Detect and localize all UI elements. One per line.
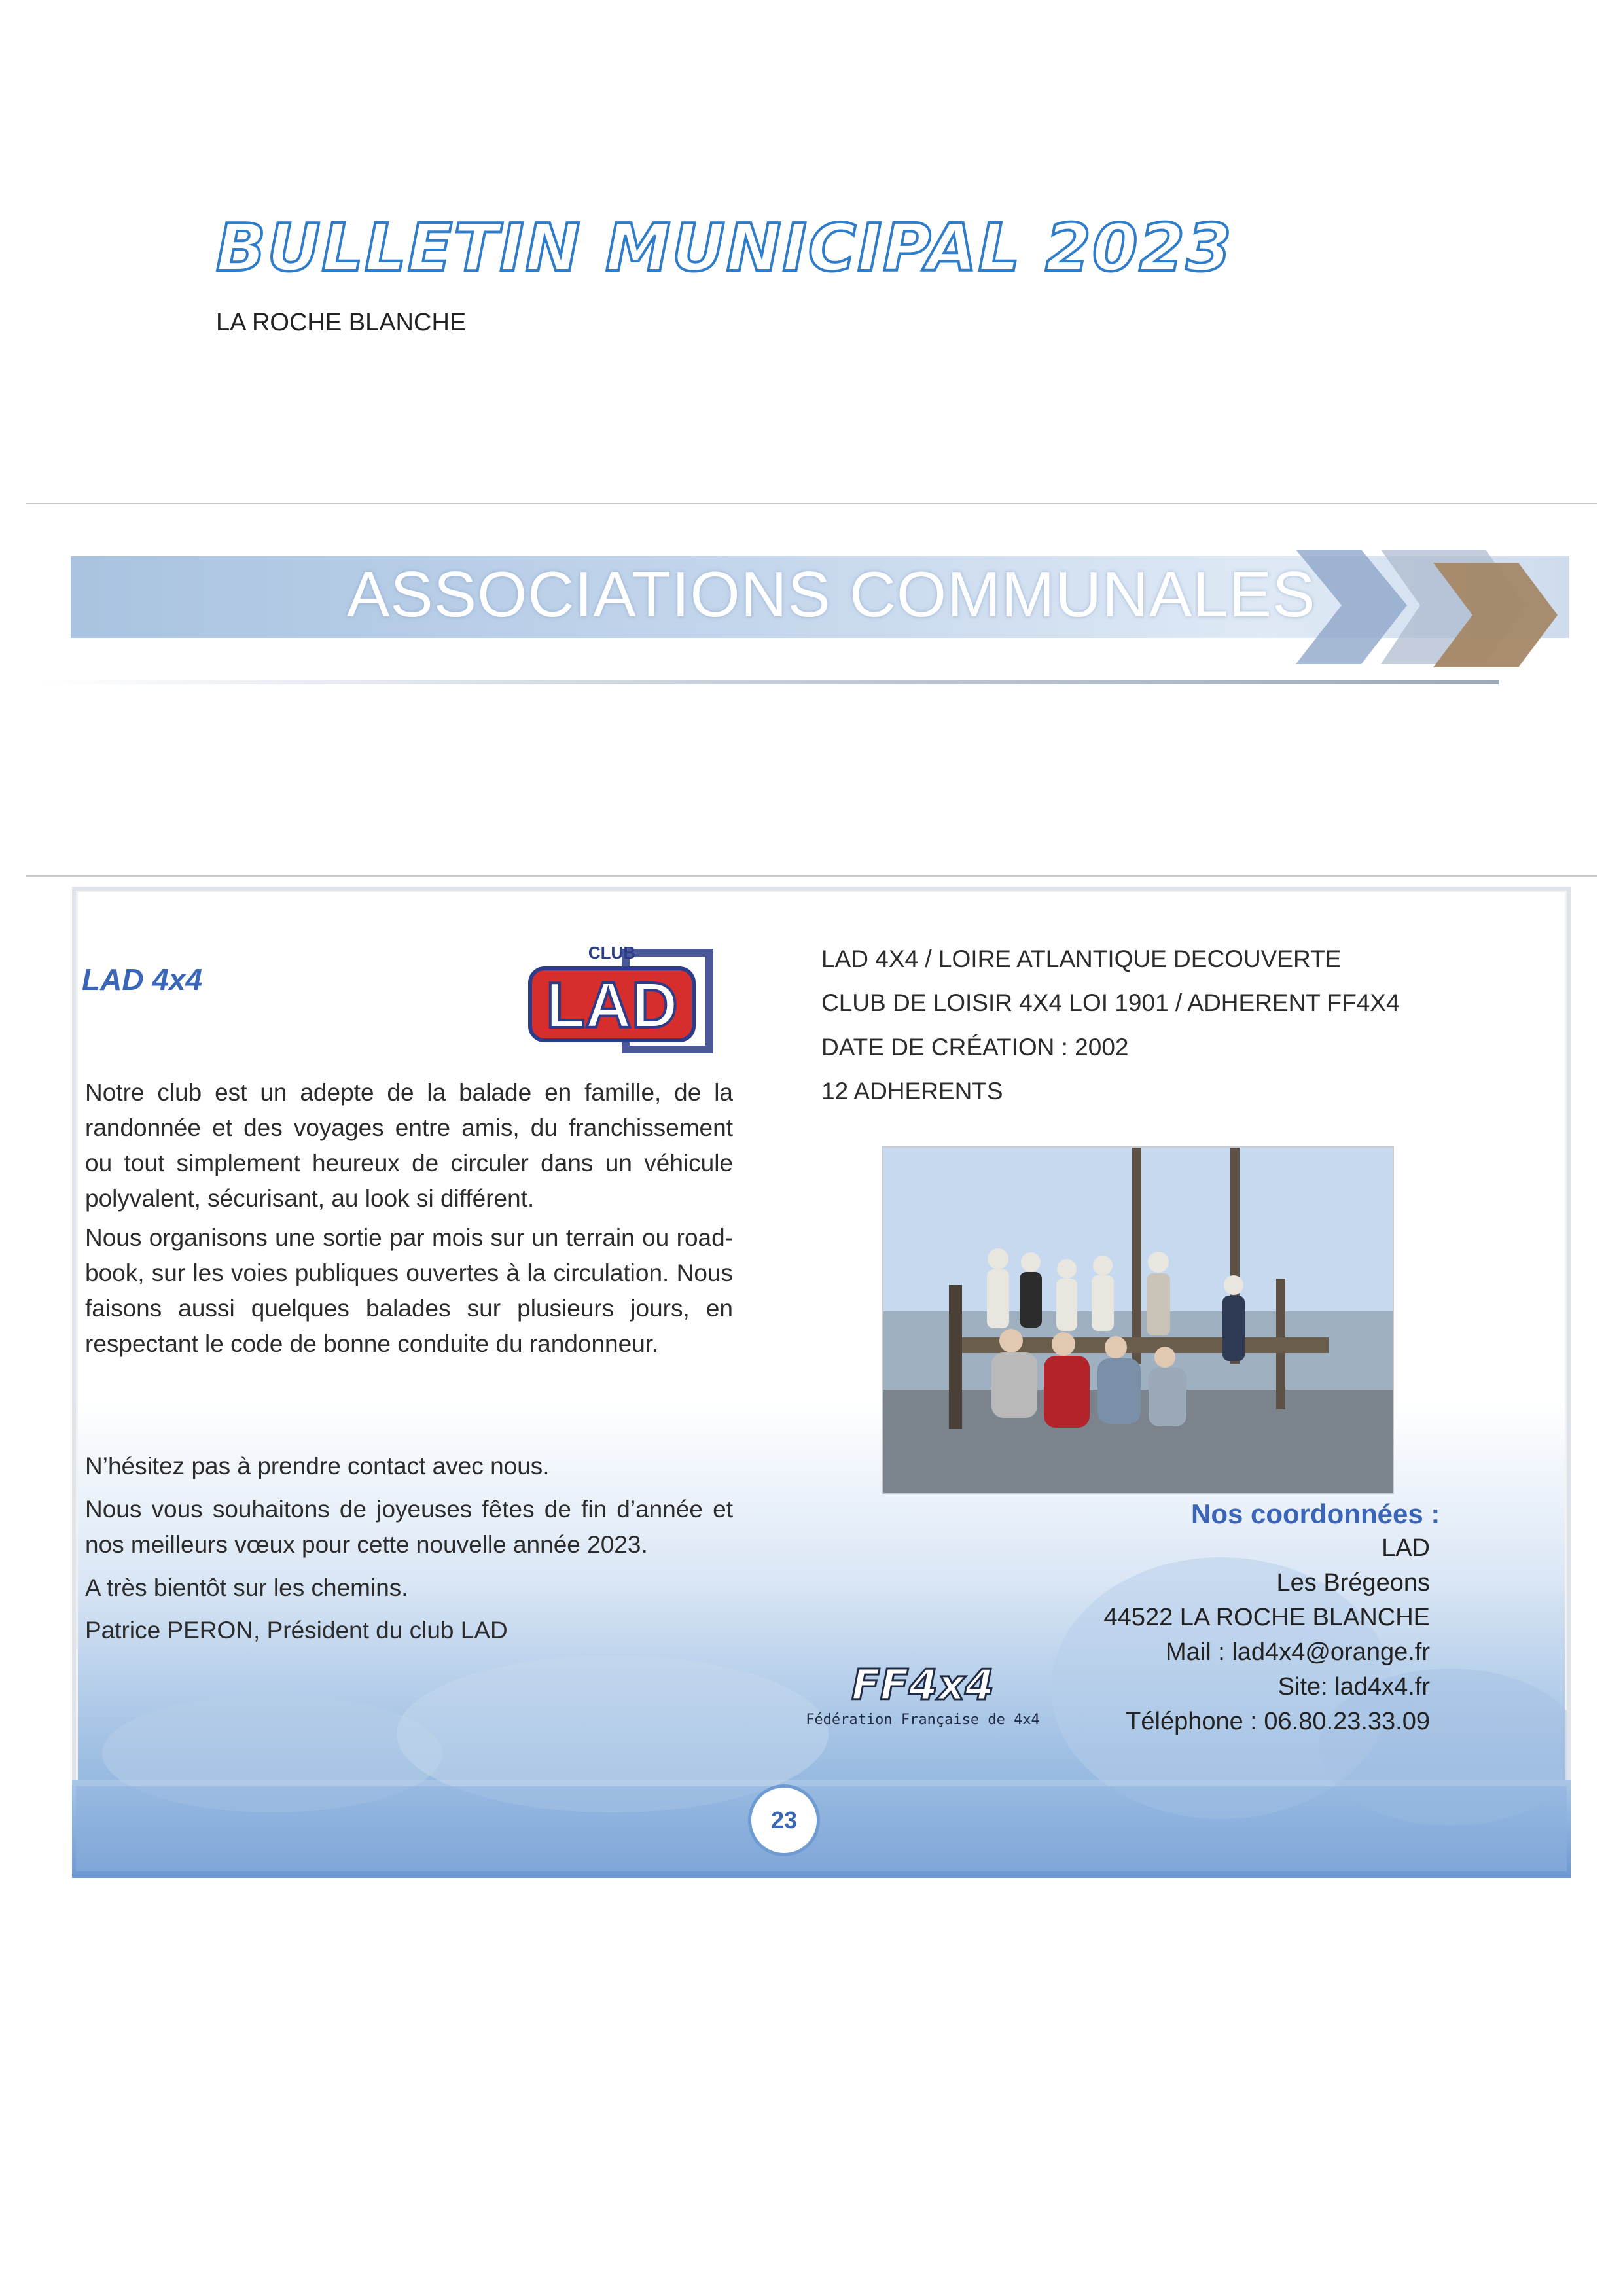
page-number: 23: [748, 1784, 820, 1856]
paragraph-5: A très bientôt sur les chemins.: [85, 1574, 408, 1601]
banner-title: ASSOCIATIONS COMMUNALES: [347, 558, 1316, 630]
logo-lad-text: LAD: [546, 969, 678, 1041]
paragraph-4: Nous vous souhaitons de joyeuses fêtes de fin d’année et nos meilleurs vœux pour cette nouvelle année 2023.: [85, 1496, 733, 1558]
paragraph-2: Nous organisons une sortie par mois sur un terrain ou road-book, sur les voies publiques ouvertes à la circulation. Nous faisons aussi quelques balades sur plusieurs jours, en respectant le code de bonne conduite du randonneur.: [85, 1224, 733, 1357]
bulletin-title: BULLETIN MUNICIPAL 2023: [216, 209, 1233, 286]
info-line-3: DATE DE CRÉATION : 2002: [821, 1034, 1129, 1061]
town-name: LA ROCHE BLANCHE: [216, 309, 467, 336]
club-heading: LAD 4x4: [82, 963, 203, 997]
ff4x4-logo: [805, 1659, 1041, 1731]
chevron-decoration-icon: [1283, 543, 1584, 674]
info-line-2: CLUB DE LOISIR 4X4 LOI 1901 / ADHERENT FF4X4: [821, 989, 1400, 1016]
info-line-4: 12 ADHERENTS: [821, 1078, 1003, 1104]
info-line-1: LAD 4X4 / LOIRE ATLANTIQUE DECOUVERTE: [821, 945, 1342, 972]
logo-club-text: CLUB: [588, 943, 636, 963]
contact-name: LAD: [1382, 1534, 1430, 1562]
banner-underline: [39, 680, 1499, 684]
contact-street: Les Brégeons: [1276, 1569, 1430, 1597]
ff4x4-logo-subtitle: Fédération Française de 4x4: [806, 1712, 1040, 1728]
contact-website[interactable]: Site: lad4x4.fr: [1277, 1673, 1430, 1701]
group-photo: [882, 1146, 1394, 1494]
contact-city: 44522 LA ROCHE BLANCHE: [1103, 1604, 1430, 1631]
ff4x4-logo-text: FF4x4: [851, 1661, 994, 1710]
signature: Patrice PERON, Président du club LAD: [85, 1617, 508, 1644]
header-divider: [26, 503, 1597, 504]
contact-email[interactable]: Mail : lad4x4@orange.fr: [1166, 1638, 1430, 1666]
lad-club-logo: [524, 929, 720, 1060]
paragraph-3: N’hésitez pas à prendre contact avec nous.: [85, 1453, 550, 1479]
contact-phone: Téléphone : 06.80.23.33.09: [1126, 1708, 1430, 1735]
section-divider: [26, 875, 1597, 877]
paragraph-1: Notre club est un adepte de la balade en famille, de la randonnée et des voyages entre amis, du franchissement ou tout simplement heureux de circuler dans un véhicule polyvalent, sécurisant, au look si différent.: [85, 1079, 733, 1212]
contact-heading: Nos coordonnées :: [1191, 1498, 1440, 1529]
